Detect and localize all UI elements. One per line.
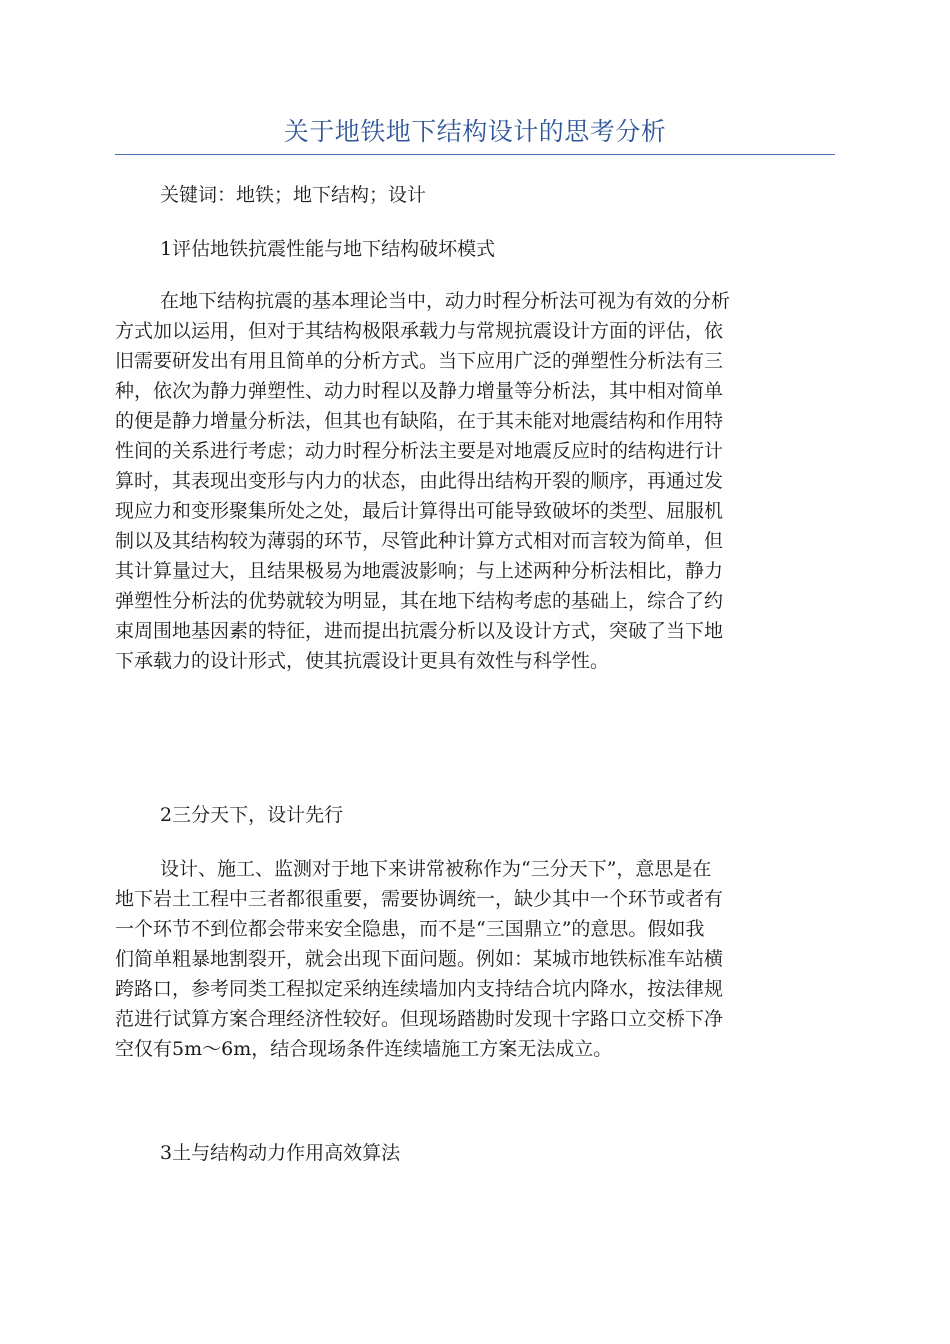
section-3-heading: 3土与结构动力作用高效算法 xyxy=(160,1142,401,1164)
paragraph-line: 在地下结构抗震的基本理论当中，动力时程分析法可视为有效的分析 xyxy=(160,290,731,312)
paragraph-line: 方式加以运用，但对于其结构极限承载力与常规抗震设计方面的评估，依 xyxy=(115,320,724,342)
paragraph-line: 设计、施工、监测对于地下来讲常被称作为“三分天下”，意思是在 xyxy=(160,858,712,880)
paragraph-line: 空仅有5m～6m，结合现场条件连续墙施工方案无法成立。 xyxy=(115,1038,613,1060)
paragraph-line: 地下岩土工程中三者都很重要，需要协调统一，缺少其中一个环节或者有 xyxy=(115,888,724,910)
paragraph-line: 弹塑性分析法的优势就较为明显，其在地下结构考虑的基础上，综合了约 xyxy=(115,590,724,612)
section-2-paragraph xyxy=(115,854,835,1124)
paragraph-line: 跨路口，参考同类工程拟定采纳连续墙加内支持结合坑内降水，按法律规 xyxy=(115,978,724,1000)
paragraph-line: 旧需要研发出有用且简单的分析方式。当下应用广泛的弹塑性分析法有三 xyxy=(115,350,724,372)
section-2-heading: 2三分天下，设计先行 xyxy=(160,804,344,826)
paragraph-line: 的便是静力增量分析法，但其也有缺陷，在于其未能对地震结构和作用特 xyxy=(115,410,724,432)
paragraph-line: 范进行试算方案合理经济性较好。但现场踏勘时发现十字路口立交桥下净 xyxy=(115,1008,724,1030)
section-1-paragraph xyxy=(115,286,835,796)
paragraph-line: 束周围地基因素的特征，进而提出抗震分析以及设计方式，突破了当下地 xyxy=(115,620,724,642)
paragraph-line: 一个环节不到位都会带来安全隐患，而不是“三国鼎立”的意思。假如我 xyxy=(115,918,705,940)
section-1-heading: 1评估地铁抗震性能与地下结构破坏模式 xyxy=(160,238,496,260)
paragraph-line: 其计算量过大，且结果极易为地震波影响；与上述两种分析法相比，静力 xyxy=(115,560,724,582)
title-underline xyxy=(115,154,835,155)
keywords-line: 关键词：地铁；地下结构；设计 xyxy=(160,184,427,206)
paragraph-line: 性间的关系进行考虑；动力时程分析法主要是对地震反应时的结构进行计 xyxy=(115,440,724,462)
paragraph-line: 下承载力的设计形式，使其抗震设计更具有效性与科学性。 xyxy=(115,650,610,672)
paragraph-line: 制以及其结构较为薄弱的环节，尽管此种计算方式相对而言较为简单，但 xyxy=(115,530,724,552)
document-title: 关于地铁地下结构设计的思考分析 xyxy=(283,117,667,146)
paragraph-line: 种，依次为静力弹塑性、动力时程以及静力增量等分析法，其中相对简单 xyxy=(115,380,724,402)
paragraph-line: 们简单粗暴地割裂开，就会出现下面问题。例如：某城市地铁标准车站横 xyxy=(115,948,724,970)
paragraph-line: 现应力和变形聚集所处之处，最后计算得出可能导致破坏的类型、屈服机 xyxy=(115,500,724,522)
paragraph-line: 算时，其表现出变形与内力的状态，由此得出结构开裂的顺序，再通过发 xyxy=(115,470,724,492)
